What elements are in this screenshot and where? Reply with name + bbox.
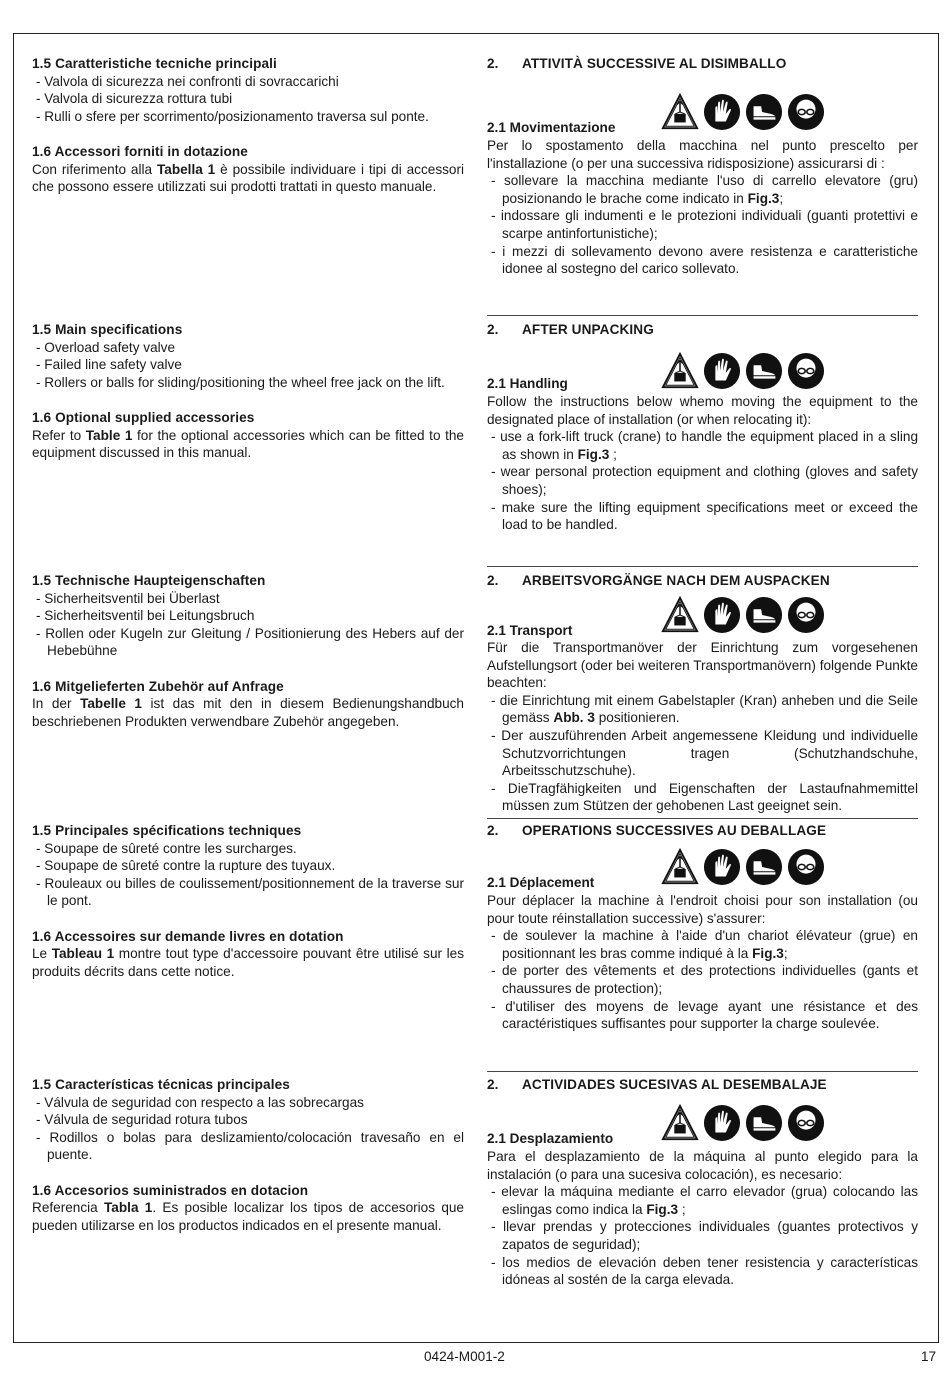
specification-item: - Rollen oder Kugeln zur Gleitung / Positionierung des Hebers auf der Hebebühne — [36, 625, 464, 659]
specifications-column — [32, 572, 464, 730]
heading-text: ACTIVIDADES SUCESIVAS AL DESEMBALAJE — [522, 1077, 827, 1092]
section-heading-2-1: 2.1 Déplacement — [487, 875, 595, 890]
section-heading-2-1: 2.1 Desplazamiento — [487, 1131, 614, 1146]
handling-instructions — [487, 892, 918, 1033]
safety-icons — [661, 848, 825, 886]
paragraph-text: montre tout type d'accessoire pouvant être utilisé sur les produits décrits dans cette notice. — [32, 946, 464, 979]
handling-intro: Für die Transportmanöver der Einrichtung zum vorgesehenen Aufstellungsort (oder bei weiteren Transportmanövern) folgende Punkte beachten: — [487, 640, 918, 691]
paragraph-text: ist das mit den in diesem Bedienungshandbuch beschriebenen Produkten verwendbare Zubehör angegeben. — [32, 696, 464, 729]
handling-item: - DieTragfähigkeiten und Eigenschaften der Lastaufnahmemittel müssen zum Stützen der gehobenen Last geeignet sein. — [491, 780, 918, 814]
safety-icons — [661, 1104, 825, 1142]
heading-text: OPERATIONS SUCCESSIVES AU DEBALLAGE — [522, 823, 827, 838]
heading-number: 2. — [487, 56, 499, 71]
handling-instructions — [487, 1148, 918, 1289]
paragraph-text: Refer to — [32, 427, 86, 443]
specification-item: - Rulli o sfere per scorrimento/posizionamento traversa sul ponte. — [36, 108, 429, 124]
section-heading-2-1: 2.1 Movimentazione — [487, 120, 616, 135]
unpacking-column — [487, 572, 918, 812]
safety-shoes-icon — [745, 596, 783, 634]
heading-text: ATTIVITÀ SUCCESSIVE AL DISIMBALLO — [522, 56, 787, 71]
suspended-load-warning-icon — [661, 93, 699, 131]
suspended-load-warning-icon — [661, 848, 699, 886]
section-heading-2-1: 2.1 Transport — [487, 623, 573, 638]
handling-item: - make sure the lifting equipment specifications meet or exceed the load to be handled. — [491, 499, 918, 533]
handling-item: - de porter des vêtements et des protections individuelles (gants et chaussures de protection); — [491, 963, 918, 996]
handling-item: - Der auszuführenden Arbeit angemessene Kleidung und individuelle Schutzvorrichtungen tragen (Schutzhandschuhe, Arbeitsschutzschuhe). — [491, 727, 918, 779]
section-heading-2-1: 2.1 Handling — [487, 376, 568, 391]
heading-text: ARBEITSVORGÄNGE NACH DEM AUSPACKEN — [522, 573, 830, 588]
handling-intro: Pour déplacer la machine à l'endroit choisi pour son installation (ou pour toute réinstallation successive) s'assurer: — [487, 893, 918, 926]
goggles-icon — [787, 1104, 825, 1142]
unpacking-column — [487, 55, 918, 295]
specifications-column — [32, 321, 464, 462]
handling-item: - sollevare la macchina mediante l'uso di carrello elevatore (gru) posizionando le brache come indicato in Fig.3; — [491, 173, 918, 206]
safety-shoes-icon — [745, 352, 783, 390]
gloves-icon — [703, 1104, 741, 1142]
specification-item: - Rodillos o bolas para deslizamiento/colocación travesaño en el puente. — [36, 1129, 464, 1163]
table-reference: Table 1 — [85, 427, 133, 443]
safety-shoes-icon — [745, 848, 783, 886]
section-heading-1-6: 1.6 Optional supplied accessories — [32, 409, 255, 425]
specifications-column — [32, 822, 464, 980]
specifications-column — [32, 55, 464, 196]
safety-icons — [661, 596, 825, 634]
heading-number: 2. — [487, 1077, 499, 1092]
handling-item: - i mezzi di sollevamento devono avere resistenza e caratteristiche idonee al sostegno del carico sollevato. — [491, 243, 918, 277]
table-reference: Tabella 1 — [156, 161, 216, 177]
specification-item: - Failed line safety valve — [36, 357, 182, 373]
gloves-icon — [703, 596, 741, 634]
handling-item: - wear personal protection equipment and clothing (gloves and safety shoes); — [491, 464, 918, 497]
handling-intro: Per lo spostamento della macchina nel punto prescelto per l'installazione (o per una successiva ridisposizione) assicurarsi di : — [487, 138, 918, 171]
safety-shoes-icon — [745, 93, 783, 131]
section-divider — [487, 315, 918, 316]
suspended-load-warning-icon — [661, 1104, 699, 1142]
goggles-icon — [787, 93, 825, 131]
section-heading-1-6: 1.6 Accessori forniti in dotazione — [32, 143, 248, 159]
specification-item: - Valvola di sicurezza nei confronti di sovraccarichi — [36, 73, 339, 89]
handling-item: - die Einrichtung mit einem Gabelstapler (Kran) anheben und die Seile gemäss Abb. 3 positionieren. — [491, 692, 918, 726]
specification-item: - Válvula de seguridad rotura tubos — [36, 1112, 248, 1128]
section-heading-1-5: 1.5 Caratteristiche tecniche principali — [32, 56, 277, 71]
page-number: 17 — [921, 1349, 937, 1364]
specification-item: - Valvola di sicurezza rottura tubi — [36, 91, 233, 107]
section-heading-1-5: 1.5 Technische Haupteigenschaften — [32, 573, 266, 588]
accessories-paragraph — [32, 695, 464, 730]
goggles-icon — [787, 352, 825, 390]
specification-item: - Válvula de seguridad con respecto a las sobrecargas — [36, 1094, 364, 1110]
goggles-icon — [787, 596, 825, 634]
handling-item: - elevar la máquina mediante el carro elevador (grua) colocando las eslingas como indica la Fig.3 ; — [491, 1184, 918, 1217]
specification-item: - Rouleaux ou billes de coulissement/positionnement de la traverse sur le pont. — [36, 875, 464, 909]
paragraph-text: . Es posible localizar los tipos de accesorios que pueden utilizarse en los productos indicados en el presente manual. — [32, 1200, 464, 1233]
paragraph-text: Con riferimento alla — [32, 161, 157, 177]
safety-shoes-icon — [745, 1104, 783, 1142]
section-heading-2 — [487, 55, 918, 73]
specification-item: - Soupape de sûreté contre les surcharges. — [36, 840, 297, 856]
gloves-icon — [703, 848, 741, 886]
section-divider — [487, 818, 918, 819]
section-heading-2 — [487, 572, 918, 590]
handling-item: - los medios de elevación deben tener resistencia y características idóneas al sostén de la carga elevada. — [491, 1254, 918, 1288]
gloves-icon — [703, 93, 741, 131]
specification-item: - Overload safety valve — [36, 339, 176, 355]
paragraph-text: è possibile individuare i tipi di accessori che possono essere utilizzati sui prodotti trattati in questo manuale. — [32, 161, 465, 195]
handling-item: - use a fork-lift truck (crane) to handle the equipment placed in a sling as shown in Fig.3 ; — [491, 429, 918, 462]
handling-intro: Follow the instructions below whemo moving the equipment to the designated place of installation (or when relocating it): — [487, 394, 918, 427]
gloves-icon — [703, 352, 741, 390]
table-reference: Tableau 1 — [51, 946, 115, 962]
specification-item: - Soupape de sûreté contre la rupture des tuyaux. — [36, 858, 336, 874]
accessories-paragraph — [32, 1199, 464, 1234]
paragraph-text: Le — [32, 946, 52, 962]
section-heading-1-5: 1.5 Main specifications — [32, 322, 183, 337]
handling-item: - d'utiliser des moyens de levage ayant une résistance et des caractéristiques suffisantes pour supporter la charge soulevée. — [491, 998, 918, 1032]
handling-intro: Para el desplazamiento de la máquina al punto elegido para la instalación (o para una sucesiva colocación), es necesario: — [487, 1149, 918, 1182]
paragraph-text: for the optional accessories which can be fitted to the equipment discussed in this manual. — [32, 427, 464, 461]
specification-item: - Sicherheitsventil bei Überlast — [36, 590, 220, 606]
unpacking-column — [487, 321, 918, 561]
section-divider — [487, 1071, 918, 1072]
suspended-load-warning-icon — [661, 352, 699, 390]
goggles-icon — [787, 848, 825, 886]
section-heading-1-6: 1.6 Accesorios suministrados en dotacion — [32, 1182, 309, 1198]
handling-item: - indossare gli indumenti e le protezioni individuali (guanti protettivi e scarpe antinfortunistiche); — [491, 208, 918, 241]
specifications-column — [32, 1076, 464, 1234]
section-heading-1-6: 1.6 Mitgelieferten Zubehör auf Anfrage — [32, 678, 284, 694]
section-heading-1-5: 1.5 Características técnicas principales — [32, 1077, 290, 1092]
handling-instructions — [487, 639, 918, 815]
section-heading-1-6: 1.6 Accessoires sur demande livres en dotation — [32, 928, 344, 944]
document-code: 0424-M001-2 — [424, 1349, 505, 1364]
section-heading-1-5: 1.5 Principales spécifications techniques — [32, 823, 302, 838]
handling-item: - llevar prendas y protecciones individuales (guantes protectivos y zapatos de seguridad); — [491, 1219, 918, 1252]
heading-number: 2. — [487, 322, 499, 337]
table-reference: Tabla 1 — [104, 1200, 153, 1216]
heading-number: 2. — [487, 823, 499, 838]
paragraph-text: Referencia — [32, 1200, 105, 1216]
specification-item: - Sicherheitsventil bei Leitungsbruch — [36, 608, 255, 624]
unpacking-column — [487, 822, 918, 1062]
unpacking-column — [487, 1076, 918, 1316]
accessories-paragraph — [32, 161, 464, 196]
safety-icons — [661, 93, 825, 131]
suspended-load-warning-icon — [661, 596, 699, 634]
section-heading-2 — [487, 1076, 918, 1094]
heading-text: AFTER UNPACKING — [522, 322, 654, 337]
section-heading-2 — [487, 822, 918, 840]
section-heading-2 — [487, 321, 918, 339]
table-reference: Tabelle 1 — [80, 696, 142, 712]
handling-item: - de soulever la machine à l'aide d'un chariot élévateur (grue) en positionnant les bras comme indiqué à la Fig.3; — [491, 928, 918, 961]
handling-instructions — [487, 393, 918, 534]
accessories-paragraph — [32, 945, 464, 980]
specification-item: - Rollers or balls for sliding/positioning the wheel free jack on the lift. — [36, 374, 445, 390]
accessories-paragraph — [32, 427, 464, 462]
paragraph-text: In der — [32, 696, 81, 712]
heading-number: 2. — [487, 573, 499, 588]
handling-instructions — [487, 137, 918, 278]
safety-icons — [661, 352, 825, 390]
section-divider — [487, 566, 918, 567]
